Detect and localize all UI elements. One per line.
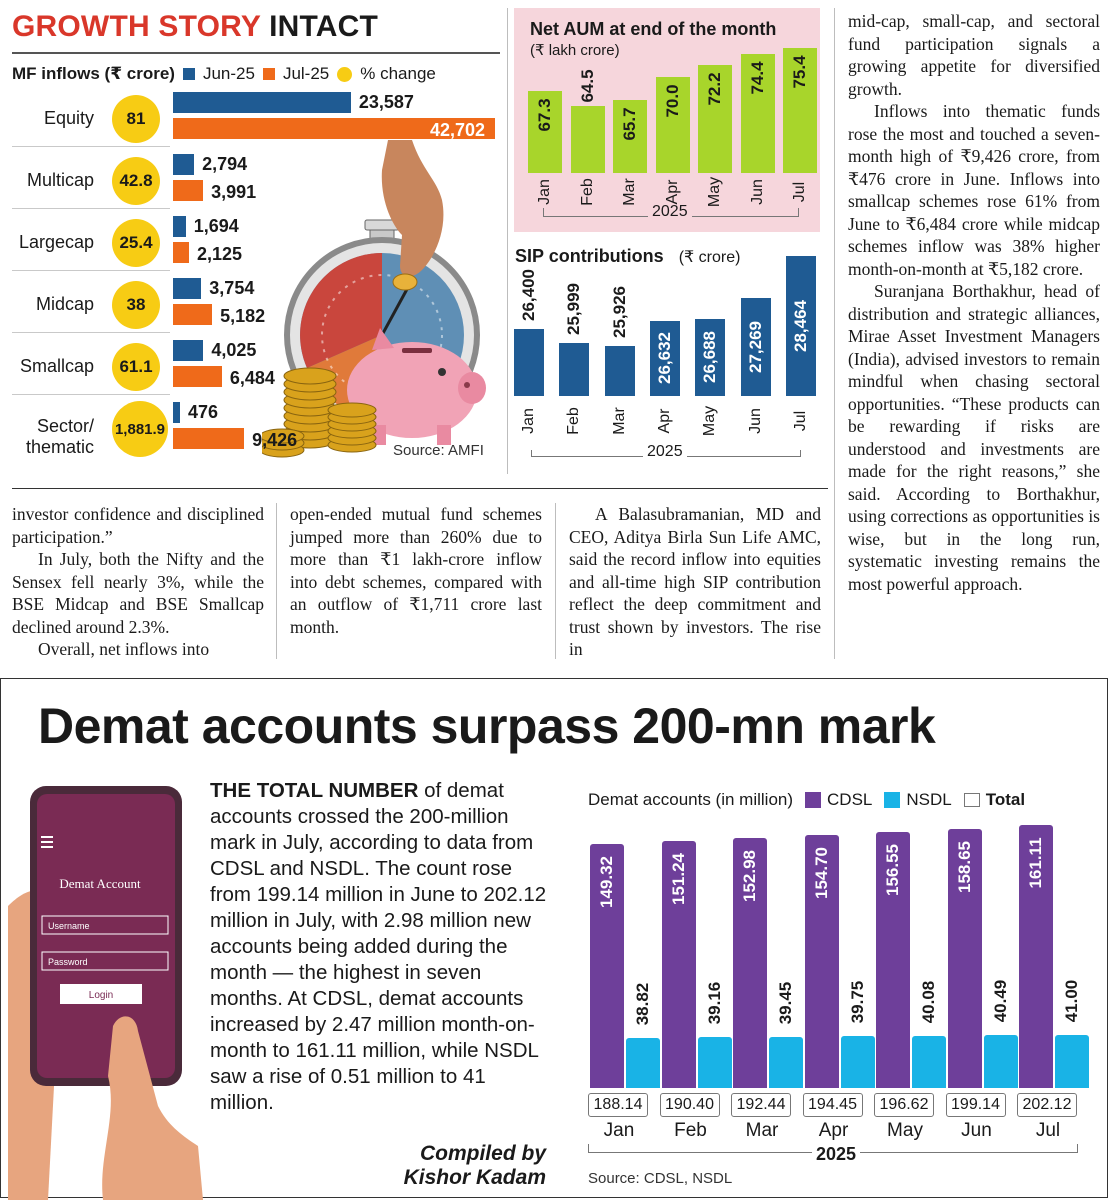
aum-value: 72.2 — [705, 72, 724, 106]
sip-month: Feb — [565, 407, 583, 435]
value-jun: 4,025 — [211, 340, 257, 360]
credit-line-1: Compiled by — [419, 1142, 546, 1165]
total-value: 199.14 — [946, 1093, 1006, 1117]
aum-month: May — [706, 176, 723, 208]
sip-title-text: SIP contributions — [515, 246, 664, 266]
bar-jun — [173, 216, 186, 237]
aum-value: 65.7 — [620, 107, 639, 141]
credit — [380, 1142, 546, 1190]
category-label: Smallcap — [19, 356, 94, 376]
sip-value: 28,464 — [790, 300, 810, 353]
article-column-1 — [12, 503, 264, 661]
phone-password-label: Password — [48, 957, 88, 967]
total-value: 190.40 — [660, 1093, 720, 1117]
pct-change-badge: 1,881.9 — [112, 401, 168, 457]
total-value: 192.44 — [731, 1093, 791, 1117]
demat-month: May — [887, 1120, 923, 1141]
legend-label-total: Total — [985, 790, 1026, 809]
value-jun: 23,587 — [358, 92, 414, 112]
nsdl-value: 40.49 — [990, 980, 1010, 1023]
total-value: 194.45 — [803, 1093, 863, 1117]
demat-month: Jun — [961, 1120, 992, 1141]
value-jun: 3,754 — [209, 278, 255, 298]
row-separator — [12, 270, 170, 271]
pct-change-badge: 25.4 — [112, 219, 160, 267]
demat-month: Feb — [674, 1120, 707, 1141]
sip-value: 26,632 — [654, 332, 674, 385]
cdsl-value: 149.32 — [597, 856, 616, 909]
aum-value: 70.0 — [662, 84, 682, 118]
headline-part1: GROWTH STORY — [12, 10, 261, 43]
demat-month: Mar — [745, 1120, 779, 1141]
legend-swatch-total — [964, 793, 980, 807]
pct-change-badge: 42.8 — [112, 157, 160, 205]
pct-change-badge: 81 — [112, 95, 160, 143]
row-separator — [12, 146, 170, 147]
sip-month: Jan — [520, 408, 537, 434]
piggy-bank-illustration — [262, 140, 507, 470]
demat-legend — [588, 790, 1025, 810]
sip-month: May — [701, 405, 719, 437]
nsdl-value: 38.82 — [633, 982, 652, 1025]
phone-login-label: Login — [88, 990, 114, 1001]
article-column-4 — [848, 10, 1100, 595]
value-jun: 476 — [188, 402, 219, 422]
inflows-title: MF inflows (₹ crore) — [12, 64, 175, 83]
bar-jul — [173, 242, 189, 263]
sip-title — [515, 246, 740, 267]
sip-value: 25,926 — [609, 285, 629, 338]
legend-label-cdsl: CDSL — [827, 790, 873, 809]
aum-month: Apr — [663, 179, 681, 205]
demat-chart-title: Demat accounts (in million) — [588, 790, 794, 809]
aum-subtitle: (₹ lakh crore) — [530, 42, 620, 59]
bar-jun — [173, 402, 180, 423]
legend-swatch-jul — [263, 68, 275, 80]
nsdl-bar — [984, 1035, 1018, 1088]
sip-value: 26,688 — [700, 331, 720, 384]
col1-para-1: investor confidence and disciplined participation.” — [12, 504, 264, 547]
sip-bar — [559, 343, 589, 396]
value-jul: 3,991 — [211, 182, 257, 202]
category-label: Sector/ thematic — [25, 416, 94, 457]
demat-headline: Demat accounts surpass 200-mn mark — [38, 698, 936, 754]
aum-month: Jan — [536, 179, 553, 205]
sip-month: Mar — [610, 407, 628, 435]
nsdl-value: 39.16 — [704, 981, 724, 1025]
demat-source: Source: CDSL, NSDL — [588, 1170, 733, 1187]
cdsl-value: 156.55 — [883, 844, 902, 897]
nsdl-bar — [841, 1036, 875, 1088]
aum-year: 2025 — [648, 203, 692, 221]
col-divider-3 — [834, 8, 835, 659]
demat-year: 2025 — [812, 1144, 860, 1165]
cdsl-value: 151.24 — [668, 852, 688, 905]
aum-value: 74.4 — [747, 60, 767, 95]
row-separator — [12, 208, 170, 209]
aum-value: 64.5 — [577, 69, 597, 103]
bar-jun — [173, 92, 351, 113]
cdsl-value: 158.65 — [954, 840, 974, 893]
category-label: Largecap — [18, 232, 94, 252]
credit-line-2: Kishor Kadam — [403, 1166, 546, 1189]
nsdl-bar — [698, 1037, 732, 1088]
sip-value: 26,400 — [519, 269, 538, 322]
aum-value: 67.3 — [535, 98, 554, 132]
pct-change-badge: 38 — [112, 281, 160, 329]
legend-label-pct: % change — [360, 64, 436, 83]
article-column-3 — [569, 503, 821, 661]
sip-unit: (₹ crore) — [678, 249, 741, 266]
aum-bar — [571, 106, 605, 173]
legend-swatch-cdsl — [805, 792, 821, 808]
value-jul: 5,182 — [220, 306, 266, 326]
column-divider — [507, 8, 508, 474]
legend-swatch-nsdl — [884, 792, 900, 808]
headline-rule — [12, 52, 500, 54]
aum-month: Jun — [748, 179, 766, 205]
nsdl-bar — [769, 1037, 803, 1088]
aum-month: Feb — [578, 178, 596, 206]
bar-jul — [173, 366, 222, 387]
cdsl-value: 161.11 — [1026, 837, 1045, 889]
cdsl-value: 154.70 — [811, 847, 831, 900]
demat-month: Jan — [603, 1120, 635, 1141]
col4-para-2: Inflows into thematic funds rose the most and touched a seven-month high of ₹9,426 crore, from ₹476 crore in June. Inflows into smallcap schemes rose 61% from June to ₹6,484 crore while midcap schemes inflow was 38% higher month-on-month at ₹5,182 crore. — [848, 101, 1100, 279]
row-separator — [12, 332, 170, 333]
aum-title: Net AUM at end of the month — [530, 19, 777, 39]
total-value: 196.62 — [874, 1093, 934, 1117]
demat-month: Jul — [1035, 1120, 1061, 1141]
category-label: Multicap — [26, 170, 94, 190]
category-label: Midcap — [35, 294, 94, 314]
col3-para-1: A Balasubramanian, MD and CEO, Aditya Birla Sun Life AMC, said the record inflow into equities and all-time high SIP contribution reflect the deep commitment and trust shown by investors. The rise in — [569, 504, 821, 659]
article-column-2 — [290, 503, 542, 638]
sip-value: 27,269 — [745, 321, 765, 374]
sip-month: Jun — [746, 408, 764, 434]
bar-jul — [173, 304, 212, 325]
demat-month: Apr — [818, 1120, 849, 1141]
legend-dot-pct — [337, 67, 352, 82]
inflows-legend — [12, 64, 502, 84]
value-jul: 2,125 — [197, 244, 243, 264]
category-label: Equity — [43, 108, 94, 128]
total-value: 188.14 — [588, 1093, 648, 1117]
bar-jul — [173, 180, 203, 201]
col-divider-1 — [276, 503, 277, 659]
col4-para-3: Suranjana Borthakhur, head of distribution and strategic alliances, Mirae Asset Investment Managers (India), advised investors to remain mindful when chasing sectoral opportunities. “These products can be rewarding if risks are understood and investments are made for the right reasons,” she said. According to Borthakhur, using corrections as opportunities is wise, but in the long run, systematic investing remains the most powerful approach. — [848, 281, 1100, 594]
nsdl-value: 40.08 — [919, 980, 938, 1024]
legend-label-nsdl: NSDL — [906, 790, 952, 809]
phone-illustration — [8, 776, 203, 1200]
demat-body: of demat accounts crossed the 200-million mark in July, according to data from CDSL and NSDL. The count rose from 199.14 million in June to 202.12 million in July, with 2.98 million new accounts being added during the month — the highest in seven months. At CDSL, demat accounts increased by 2.47 million month-on-month to 161.11 million, while NSDL saw a rise of 0.51 million to 41 million. — [210, 779, 547, 1114]
total-value: 202.12 — [1017, 1093, 1077, 1117]
value-jun: 2,794 — [202, 154, 248, 174]
value-jul: 6,484 — [229, 368, 275, 388]
nsdl-bar — [912, 1036, 946, 1088]
source-amfi: Source: AMFI — [393, 442, 484, 459]
nsdl-value: 41.00 — [1062, 979, 1081, 1023]
value-jun: 1,694 — [193, 216, 239, 236]
value-jul: 42,702 — [430, 120, 486, 140]
demat-lead: THE TOTAL NUMBER — [210, 779, 419, 802]
col4-para-1: mid-cap, small-cap, and sectoral fund participation signals a growing appetite for diversified growth. — [848, 11, 1100, 99]
col-divider-2 — [555, 503, 556, 659]
aum-month: Jul — [791, 181, 808, 203]
chart-bottom-rule — [12, 488, 828, 489]
headline-part2: INTACT — [269, 10, 379, 43]
bar-jun — [173, 278, 201, 299]
phone-username-label: Username — [48, 921, 90, 931]
bar-jul — [173, 428, 244, 449]
page-headline — [12, 10, 378, 44]
sip-year: 2025 — [643, 443, 687, 461]
aum-value: 75.4 — [790, 55, 809, 89]
legend-swatch-jun — [183, 68, 195, 80]
nsdl-bar — [626, 1038, 660, 1088]
bar-jun — [173, 340, 203, 361]
sip-month: Jul — [791, 410, 809, 432]
phone-screen-icon — [37, 794, 175, 1078]
sip-month: Apr — [655, 408, 673, 434]
bar-jun — [173, 154, 194, 175]
col2-para-1: open-ended mutual fund schemes jumped more than 260% due to more than ₹1 lakh-crore inflow into debt schemes, compared with an outflow of ₹1,711 crore last month. — [290, 504, 542, 637]
legend-label-jun: Jun-25 — [202, 64, 255, 83]
cdsl-value: 152.98 — [740, 850, 759, 903]
nsdl-value: 39.45 — [776, 981, 795, 1025]
demat-body-text — [210, 778, 550, 1116]
sip-bar — [514, 329, 544, 396]
value-jul: 9,426 — [252, 430, 298, 450]
sip-bar — [605, 346, 635, 396]
nsdl-bar — [1055, 1035, 1089, 1088]
aum-month: Mar — [621, 178, 638, 206]
col1-para-3: Overall, net inflows into — [38, 639, 210, 659]
pct-change-badge: 61.1 — [112, 343, 160, 391]
row-separator — [12, 394, 170, 395]
nsdl-value: 39.75 — [847, 981, 867, 1024]
phone-title: Demat Account — [59, 876, 141, 891]
legend-label-jul: Jul-25 — [282, 64, 330, 83]
col1-para-2: In July, both the Nifty and the Sensex fell nearly 3%, while the BSE Midcap and BSE Smallcap declined around 2.3%. — [12, 549, 264, 637]
sip-value: 25,999 — [564, 283, 584, 336]
